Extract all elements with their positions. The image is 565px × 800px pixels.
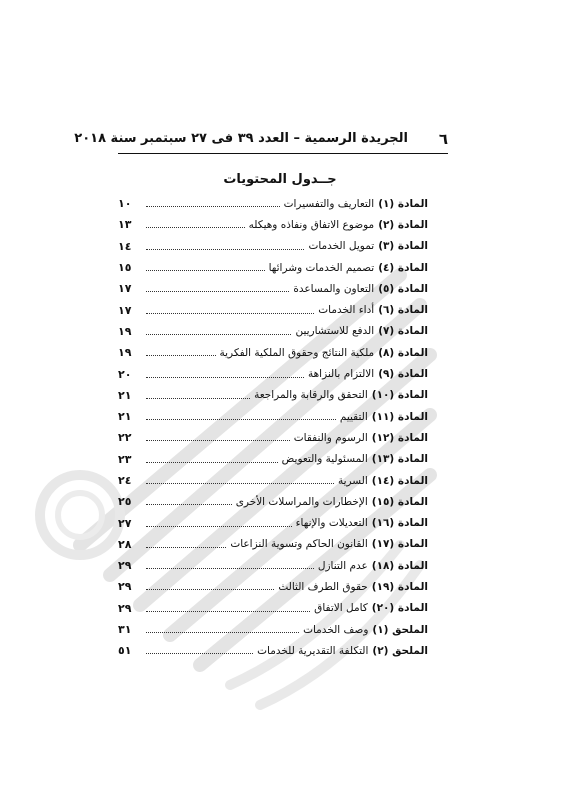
- toc-entry-text: السرية: [337, 474, 368, 487]
- dot-leader: [146, 568, 314, 569]
- dot-leader: [146, 589, 274, 590]
- dot-leader: [146, 377, 304, 378]
- dot-leader: [146, 504, 232, 505]
- toc-entry: [118, 278, 428, 299]
- toc-entry-label: المادة (١٧): [371, 538, 428, 551]
- dot-leader: [146, 291, 289, 292]
- toc-entry-label: المادة (٥): [378, 282, 428, 295]
- toc-entry: [118, 512, 428, 533]
- toc-entry-label: المادة (١٥): [371, 495, 428, 508]
- toc-entry-page: ٢٨: [118, 537, 132, 551]
- toc-entry: [118, 491, 428, 512]
- toc-entry: [118, 534, 428, 555]
- toc-entry-text: التقييم: [339, 410, 368, 423]
- dot-leader: [146, 483, 334, 484]
- toc-entry-text: تمويل الخدمات: [308, 240, 375, 253]
- toc-entry-text: أداء الخدمات: [318, 304, 375, 317]
- toc-entry-label: المادة (١٩): [371, 580, 428, 593]
- toc-entry-text: الرسوم والنفقات: [293, 431, 368, 444]
- toc-entry-text: موضوع الاتفاق ونفاذه وهيكله: [248, 218, 375, 231]
- gazette-title: الجريدة الرسمية – العدد ٣٩ فى ٢٧ سبتمبر سنة ٢٠١٨: [74, 131, 408, 146]
- toc-entry: [118, 449, 428, 470]
- toc-entry: [118, 363, 428, 384]
- toc-entry-text: التعديلات والإنهاء: [295, 517, 368, 530]
- toc-entry: [118, 321, 428, 342]
- dot-leader: [146, 632, 299, 633]
- toc-entry: [118, 406, 428, 427]
- toc-entry-page: ٢٩: [118, 580, 132, 594]
- toc-entry: [118, 385, 428, 406]
- toc-entry-label: المادة (١٣): [371, 453, 428, 466]
- toc-entry-page: ١٧: [118, 303, 132, 317]
- toc-entry: [118, 257, 428, 278]
- toc-entry-text: التحقق والرقابة والمراجعة: [254, 389, 368, 402]
- toc-entry: [118, 470, 428, 491]
- toc-entry-text: حقوق الطرف الثالث: [278, 580, 368, 593]
- page-header: [74, 126, 448, 154]
- page-number: ٦: [438, 130, 448, 148]
- dot-leader: [146, 206, 280, 207]
- toc-entry-text: الالتزام بالنزاهة: [307, 368, 375, 381]
- toc-entry-label: المادة (٦): [378, 304, 428, 317]
- toc-entry-page: ٢٥: [118, 495, 132, 509]
- toc-entry-page: ٢٤: [118, 474, 132, 487]
- toc-entry-text: وصف الخدمات: [303, 623, 369, 636]
- toc-entry: [118, 619, 428, 640]
- dot-leader: [146, 355, 216, 356]
- toc-entry-page: ٢٧: [118, 516, 132, 530]
- toc-entry-page: ٢١: [118, 388, 132, 402]
- toc-entry-text: الإخطارات والمراسلات الأخرى: [235, 495, 368, 508]
- toc-entry-label: المادة (١): [378, 197, 428, 210]
- toc-entry-label: المادة (٩): [378, 368, 428, 381]
- dot-leader: [146, 398, 250, 399]
- toc-entry-page: ١٣: [118, 218, 132, 232]
- toc-entry-page: ١٠: [118, 197, 132, 211]
- toc-entry-label: المادة (٢): [378, 218, 428, 231]
- dot-leader: [146, 547, 226, 548]
- toc-entry-page: ٢٢: [118, 431, 132, 445]
- toc-entry: [118, 193, 428, 214]
- toc-entry-label: المادة (٧): [378, 325, 428, 338]
- toc-entry-label: المادة (١٤): [371, 474, 428, 487]
- toc-entry: [118, 576, 428, 597]
- toc-entry-page: ١٩: [118, 324, 132, 338]
- toc-entry-text: عدم التنازل: [317, 559, 368, 572]
- toc-entry-label: المادة (١٢): [371, 431, 428, 444]
- toc-entry-text: المسئولية والتعويض: [281, 453, 368, 466]
- toc-entry-text: كامل الاتفاق: [314, 602, 368, 615]
- toc-entry-text: ملكية النتائج وحقوق الملكية الفكرية: [219, 346, 375, 359]
- toc-entry-page: ٢٩: [118, 559, 132, 573]
- toc-entry-page: ٢١: [118, 410, 132, 424]
- dot-leader: [146, 313, 314, 314]
- dot-leader: [146, 419, 336, 420]
- toc-entry-label: المادة (١٠): [371, 389, 428, 402]
- toc-entry-label: الملحق (٢): [372, 644, 428, 657]
- table-of-contents: [118, 193, 428, 662]
- toc-entry-page: ١٤: [118, 239, 132, 253]
- toc-entry-text: تصميم الخدمات وشرائها: [268, 261, 375, 274]
- toc-entry-label: المادة (٨): [378, 346, 428, 359]
- toc-entry: [118, 214, 428, 235]
- dot-leader: [146, 440, 290, 441]
- toc-entry-label: الملحق (١): [372, 623, 428, 636]
- toc-entry-text: الدفع للاستشاريين: [295, 325, 375, 338]
- toc-entry-page: ١٧: [118, 282, 132, 296]
- toc-entry-page: ٢٣: [118, 452, 132, 466]
- dot-leader: [146, 227, 245, 228]
- toc-entry-page: ٥١: [118, 644, 132, 658]
- dot-leader: [146, 653, 253, 654]
- toc-entry: [118, 236, 428, 257]
- dot-leader: [146, 270, 265, 271]
- toc-entry-page: ١٥: [118, 261, 132, 275]
- toc-entry: [118, 598, 428, 619]
- toc-entry: [118, 640, 428, 661]
- toc-entry: [118, 342, 428, 363]
- dot-leader: [146, 526, 292, 527]
- toc-entry-text: التكلفة التقديرية للخدمات: [257, 644, 369, 657]
- toc-entry: [118, 299, 428, 320]
- toc-title: جــدول المحتويات: [223, 172, 337, 187]
- toc-entry-page: ٢٠: [118, 367, 132, 381]
- toc-entry: [118, 427, 428, 448]
- dot-leader: [146, 249, 304, 250]
- toc-entry-label: المادة (٣): [378, 240, 428, 253]
- toc-entry-page: ١٩: [118, 346, 132, 360]
- dot-leader: [146, 611, 310, 612]
- toc-entry-text: القانون الحاكم وتسوية النزاعات: [230, 538, 368, 551]
- toc-entry-label: المادة (١٦): [371, 517, 428, 530]
- toc-entry-label: المادة (١١): [371, 410, 428, 423]
- header-rule: [118, 153, 448, 154]
- dot-leader: [146, 462, 278, 463]
- toc-entry-label: المادة (٤): [378, 261, 428, 274]
- dot-leader: [146, 334, 291, 335]
- toc-entry-text: التعاريف والتفسيرات: [283, 197, 375, 210]
- toc-entry-page: ٣١: [118, 623, 132, 637]
- toc-entry-label: المادة (١٨): [371, 559, 428, 572]
- toc-entry-page: ٢٩: [118, 601, 132, 615]
- toc-entry-label: المادة (٢٠): [371, 602, 428, 615]
- toc-entry-text: التعاون والمساعدة: [293, 282, 375, 295]
- toc-entry: [118, 555, 428, 576]
